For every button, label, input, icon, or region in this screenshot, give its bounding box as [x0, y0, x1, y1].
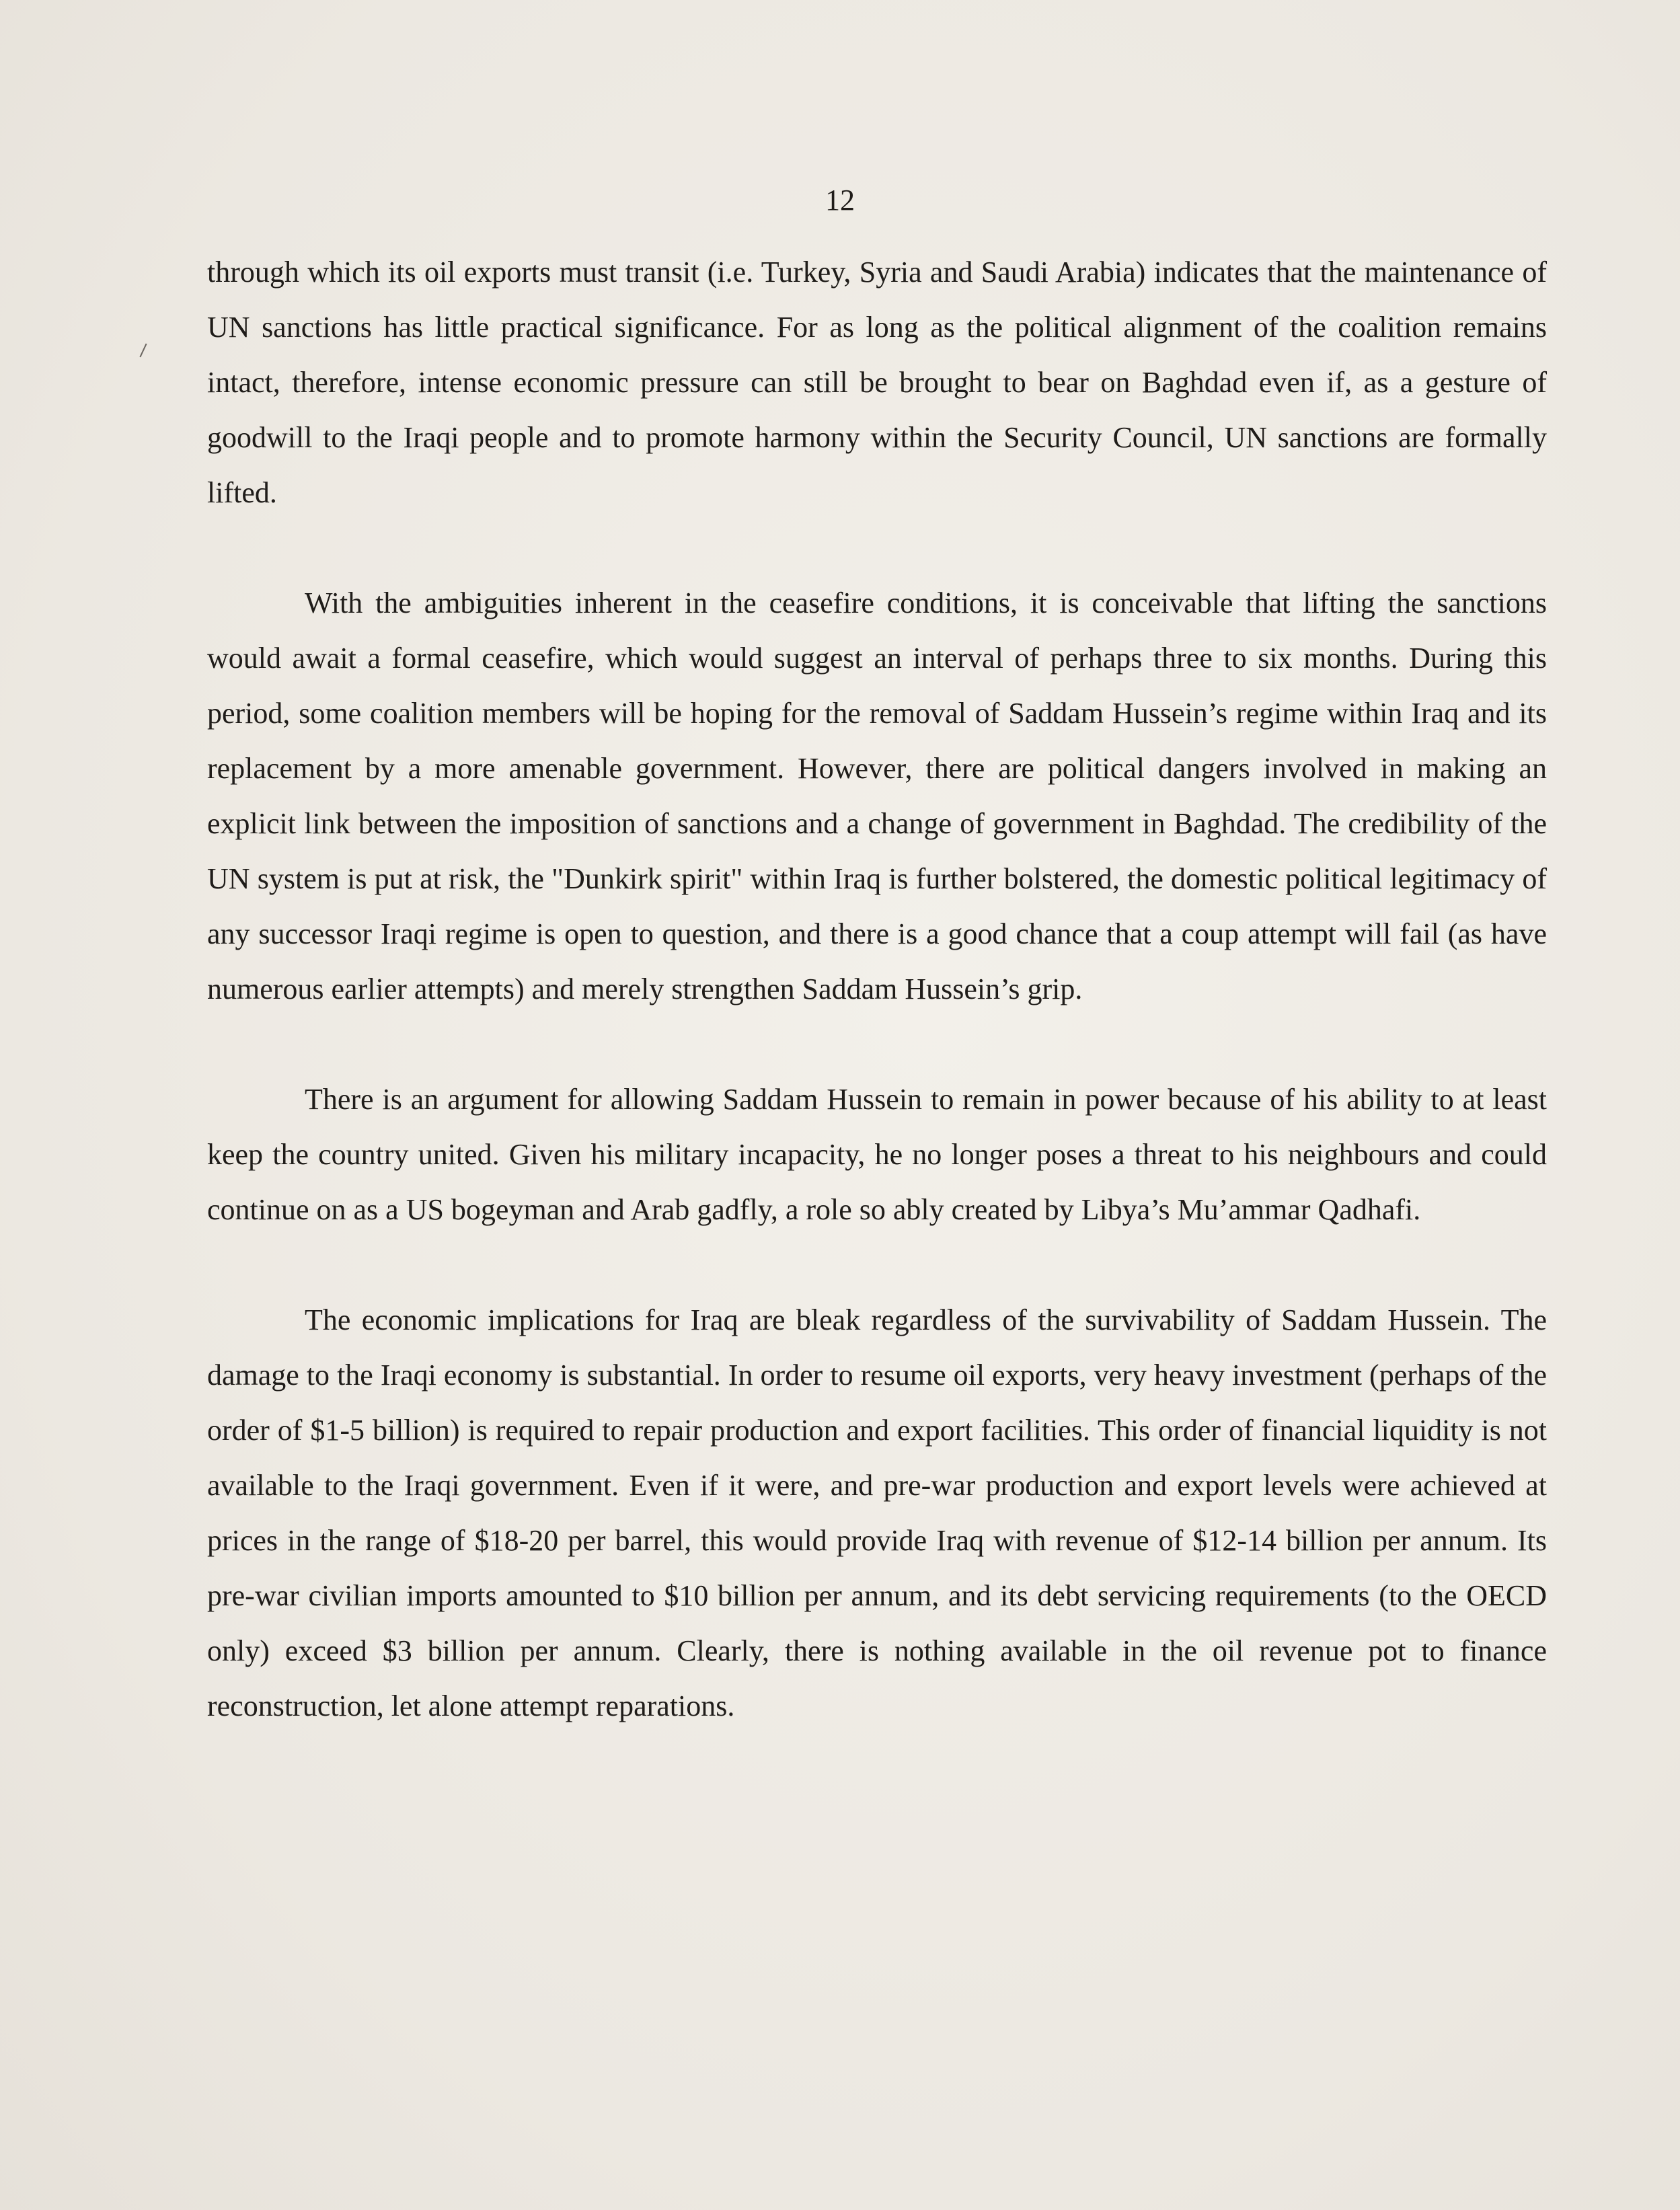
- paragraph-1: through which its oil exports must transit (i.e. Turkey, Syria and Saudi Arabia) indicates that the maintenance of UN sanctions has little practical significance. For as long as the political alignment of the coalition remains intact, therefore, intense economic pressure can still be brought to bear on Baghdad even if, as a gesture of goodwill to the Iraqi people and to promote harmony within the Security Council, UN sanctions are formally lifted.: [207, 256, 1547, 509]
- body-text: [207, 245, 1547, 1734]
- page-number: 12: [825, 184, 855, 217]
- paragraph-2: With the ambiguities inherent in the ceasefire conditions, it is conceivable that lifting the sanctions would await a formal ceasefire, which would suggest an interval of perhaps three to six months. During this period, some coalition members will be hoping for the removal of Saddam Hussein’s regime within Iraq and its replacement by a more amenable government. However, there are political dangers involved in making an explicit link between the imposition of sanctions and a change of government in Baghdad. The credibility of the UN system is put at risk, the "Dunkirk spirit" within Iraq is further bolstered, the domestic political legitimacy of any successor Iraqi regime is open to question, and there is a good chance that a coup attempt will fail (as have numerous earlier attempts) and merely strengthen Saddam Hussein’s grip.: [207, 586, 1547, 1005]
- paragraph-4: The economic implications for Iraq are bleak regardless of the survivability of Saddam Hussein. The damage to the Iraqi economy is substantial. In order to resume oil exports, very heavy investment (perhaps of the order of $1-5 billion) is required to repair production and export facilities. This order of financial liquidity is not available to the Iraqi government. Even if it were, and pre-war production and export levels were achieved at prices in the range of $18-20 per barrel, this would provide Iraq with revenue of $12-14 billion per annum. Its pre-war civilian imports amounted to $10 billion per annum, and its debt servicing requirements (to the OECD only) exceed $3 billion per annum. Clearly, there is nothing available in the oil revenue pot to finance reconstruction, let alone attempt reparations.: [207, 1303, 1547, 1722]
- stray-pen-mark: [139, 344, 147, 358]
- paragraph-3: There is an argument for allowing Saddam Hussein to remain in power because of his ability to at least keep the country united. Given his military incapacity, he no longer poses a threat to his neighbours and could continue on as a US bogeyman and Arab gadfly, a role so ably created by Libya’s Mu’ammar Qadhafi.: [207, 1083, 1547, 1226]
